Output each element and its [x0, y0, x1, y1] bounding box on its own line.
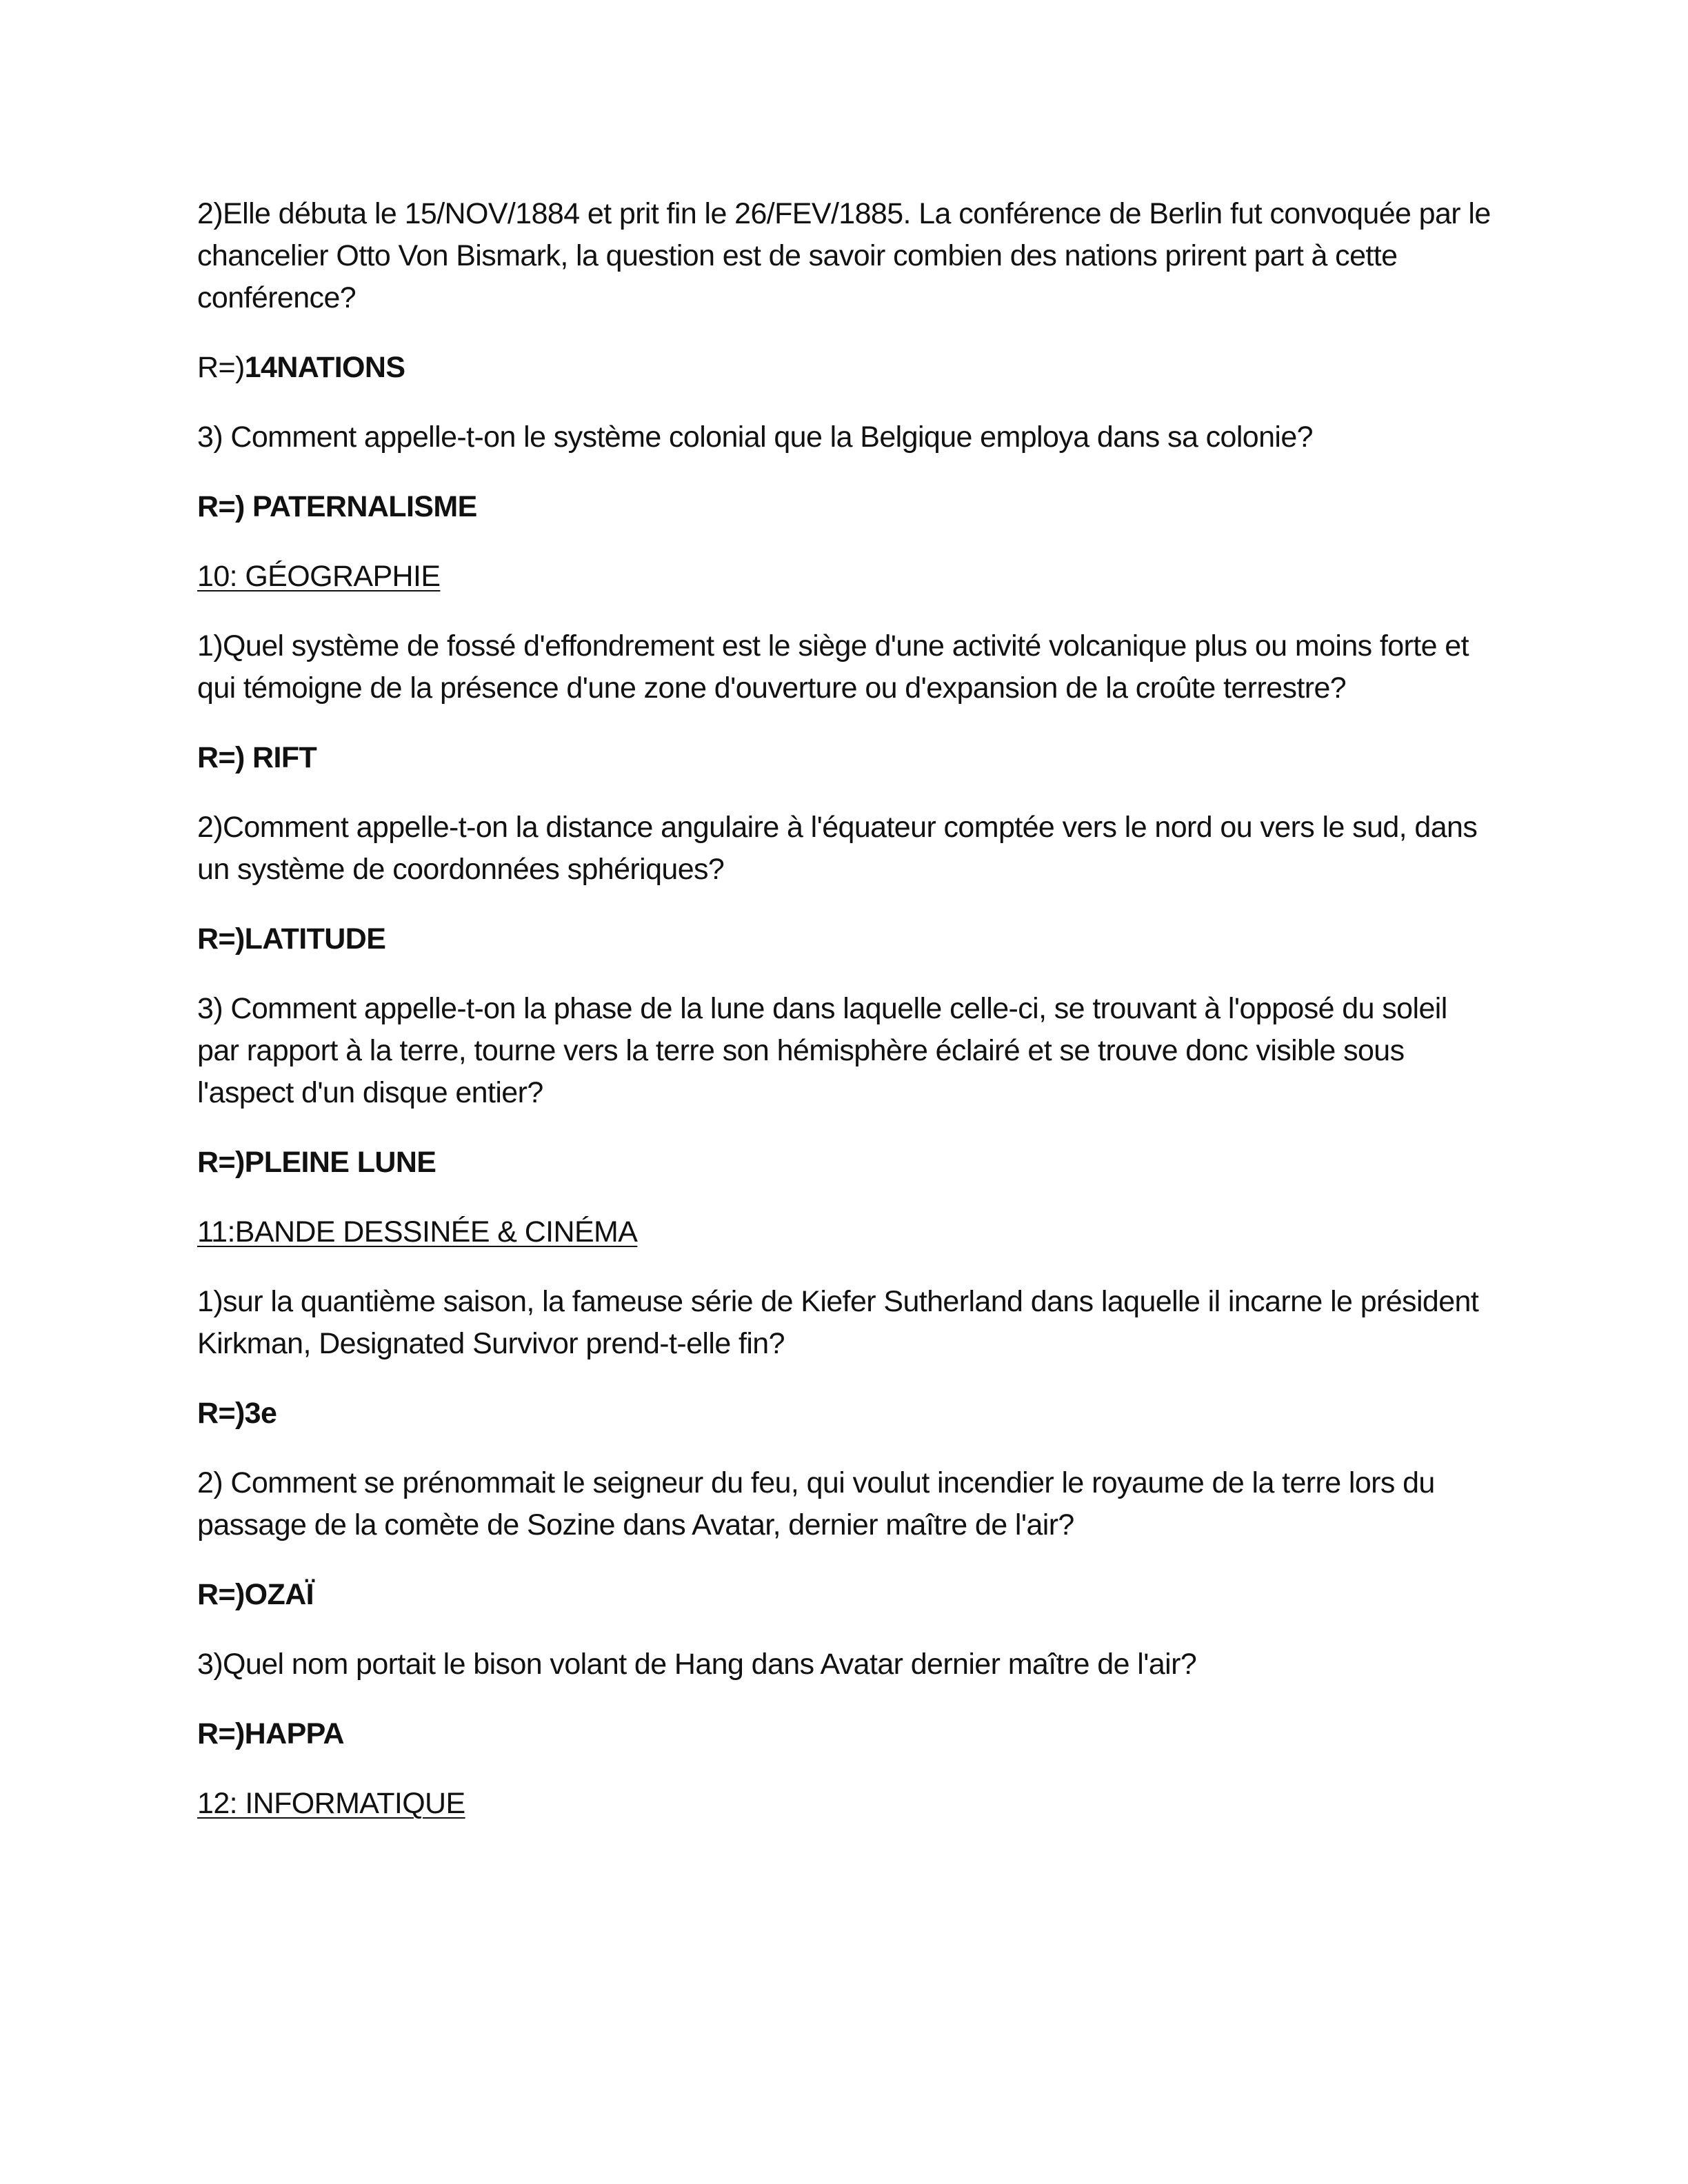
answer-line: R=)HAPPA [197, 1717, 345, 1750]
section-heading: 12: INFORMATIQUE [197, 1787, 465, 1820]
question-text: 2)Elle débuta le 15/NOV/1884 et prit fin le 26/FEV/1885. La conférence de Berlin fut convoquée par le chancelier Otto Von Bismark, la question est de savoir combien des nations prirent part à cette conférence? [197, 197, 1491, 314]
answer-line: R=) PATERNALISME [197, 490, 477, 523]
answer-line: R=)PLEINE LUNE [197, 1146, 436, 1179]
answer-line: R=) RIFT [197, 741, 317, 774]
question-text: 2)Comment appelle-t-on la distance angulaire à l'équateur comptée vers le nord ou vers le sud, dans un système de coordonnées sphériques? [197, 811, 1478, 886]
answer-line: R=)OZAÏ [197, 1578, 314, 1611]
question-text: 1)Quel système de fossé d'effondrement est le siège d'une activité volcanique plus ou moins forte et qui témoigne de la présence d'une zone d'ouverture ou d'expansion de la croûte terrestre? [197, 629, 1469, 705]
answer-line: R=)LATITUDE [197, 922, 386, 956]
answer-line: R=)3e [197, 1397, 277, 1430]
section-heading: 11:BANDE DESSINÉE & CINÉMA [197, 1215, 638, 1248]
answer-value: 14NATIONS [244, 351, 405, 384]
question-text: 3) Comment appelle-t-on le système colonial que la Belgique employa dans sa colonie? [197, 421, 1313, 454]
section-heading: 10: GÉOGRAPHIE [197, 560, 441, 593]
document-page [197, 193, 1494, 1852]
question-text: 3)Quel nom portait le bison volant de Hang dans Avatar dernier maître de l'air? [197, 1648, 1197, 1681]
question-text: 2) Comment se prénommait le seigneur du feu, qui voulut incendier le royaume de la terre lors du passage de la comète de Sozine dans Avatar, dernier maître de l'air? [197, 1466, 1435, 1541]
question-text: 1)sur la quantième saison, la fameuse série de Kiefer Sutherland dans laquelle il incarne le président Kirkman, Designated Survivor prend-t-elle fin? [197, 1285, 1479, 1360]
question-text: 3) Comment appelle-t-on la phase de la lune dans laquelle celle-ci, se trouvant à l'opposé du soleil par rapport à la terre, tourne vers la terre son hémisphère éclairé et se trouve donc visible sous l'aspect d'un disque entier? [197, 992, 1447, 1109]
answer-label: R=) [197, 351, 245, 384]
answer-line [197, 347, 1494, 389]
